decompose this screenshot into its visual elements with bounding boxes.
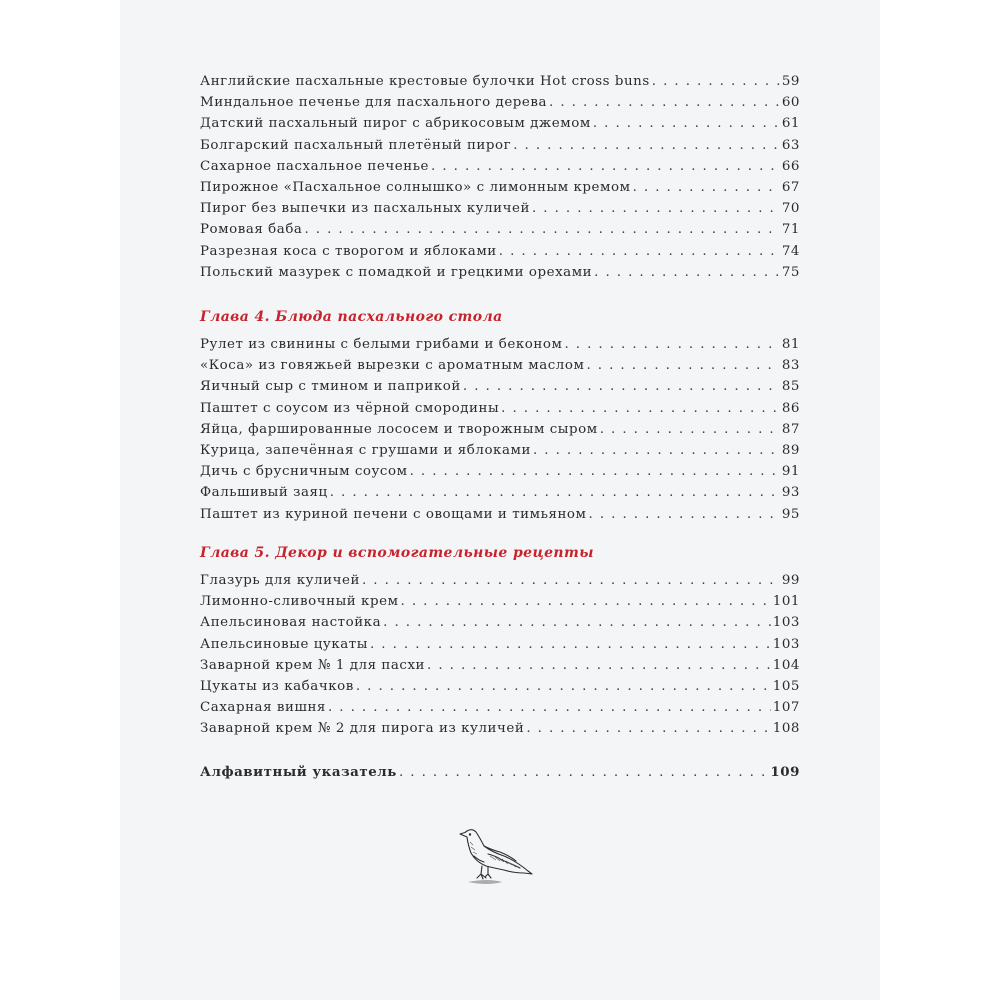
dot-leader <box>328 700 771 715</box>
entry-title: Сахарная вишня <box>200 700 326 716</box>
toc-entry[interactable] <box>200 507 800 528</box>
dot-leader <box>633 180 780 195</box>
toc-entry[interactable] <box>200 401 800 422</box>
entry-page: 108 <box>772 721 800 737</box>
entry-title: Польский мазурек с помадкой и грецкими орехами <box>200 264 593 280</box>
dot-leader <box>526 721 770 736</box>
dot-leader <box>330 485 780 500</box>
toc-entry[interactable] <box>200 138 800 159</box>
toc-entry[interactable] <box>200 700 800 721</box>
entry-title: Апельсиновые цукаты <box>200 636 368 652</box>
entry-title: Пирог без выпечки из пасхальных куличей <box>200 201 530 217</box>
entry-title: Болгарский пасхальный плетёный пирог <box>200 137 512 153</box>
dot-leader <box>501 401 780 416</box>
toc-entry[interactable] <box>200 116 800 137</box>
toc-entry[interactable] <box>200 379 800 400</box>
dot-leader <box>362 573 780 588</box>
toc-entry[interactable] <box>200 358 800 379</box>
entry-title: Заварной крем № 2 для пирога из куличей <box>200 721 525 737</box>
toc-chapter-4 <box>200 309 800 528</box>
entry-title: Разрезная коса с творогом и яблоками <box>200 243 497 259</box>
entry-title: Апельсиновая настойка <box>200 615 382 631</box>
entry-title: Паштет из куриной печени с овощами и тимьяном <box>200 506 587 522</box>
entry-title: «Коса» из говяжьей вырезки с ароматным маслом <box>200 358 585 374</box>
entry-title: Дичь с брусничным соусом <box>200 464 408 480</box>
dot-leader <box>594 265 780 280</box>
toc-entry[interactable] <box>200 443 800 464</box>
entry-page: 67 <box>781 179 800 195</box>
entry-page: 105 <box>772 678 800 694</box>
dot-leader <box>589 507 780 522</box>
toc-entry[interactable] <box>200 337 800 358</box>
entry-title: Яичный сыр с тмином и паприкой <box>200 379 461 395</box>
toc-entry[interactable] <box>200 658 800 679</box>
dot-leader <box>427 658 771 673</box>
chapter-heading[interactable]: Глава 4. Блюда пасхального стола <box>200 309 503 325</box>
toc-entry[interactable] <box>200 721 800 742</box>
entry-page: 104 <box>772 657 800 673</box>
entry-page: 75 <box>781 264 800 280</box>
toc-index <box>200 764 800 785</box>
dot-leader <box>600 422 780 437</box>
toc-entry[interactable] <box>200 95 800 116</box>
entry-page: 74 <box>781 243 800 259</box>
entry-page: 89 <box>781 442 800 458</box>
entry-page: 61 <box>781 116 800 132</box>
dot-leader <box>532 201 780 216</box>
toc-entry[interactable] <box>200 244 800 265</box>
dot-leader <box>410 464 780 479</box>
entry-title: Фальшивый заяц <box>200 485 328 501</box>
dot-leader <box>383 615 771 630</box>
toc-entry-index[interactable] <box>200 764 800 785</box>
toc-entry[interactable] <box>200 679 800 700</box>
toc-entry[interactable] <box>200 265 800 286</box>
toc-entry[interactable] <box>200 201 800 222</box>
entry-title: Курица, запечённая с грушами и яблоками <box>200 442 531 458</box>
toc-chapter-5 <box>200 545 800 743</box>
entry-page: 66 <box>781 158 800 174</box>
dot-leader <box>533 443 780 458</box>
entry-title: Заварной крем № 1 для пасхи <box>200 657 426 673</box>
entry-page: 91 <box>781 464 800 480</box>
toc-entry[interactable] <box>200 180 800 201</box>
toc-entry[interactable] <box>200 637 800 658</box>
dot-leader <box>652 74 780 89</box>
entry-title: Миндальное печенье для пасхального дерева <box>200 95 548 111</box>
toc-entry[interactable] <box>200 615 800 636</box>
entry-title: Английские пасхальные крестовые булочки Hot cross buns <box>200 74 650 89</box>
toc-entry[interactable] <box>200 74 800 95</box>
dot-leader <box>549 95 780 110</box>
entry-title: Ромовая баба <box>200 222 303 238</box>
entry-page: 70 <box>781 201 800 217</box>
entry-page: 109 <box>770 764 800 780</box>
entry-page: 60 <box>781 95 800 111</box>
dot-leader <box>513 138 780 153</box>
dot-leader <box>399 765 768 780</box>
entry-page: 99 <box>781 573 800 588</box>
dot-leader <box>431 159 780 174</box>
entry-page: 86 <box>781 400 800 416</box>
dot-leader <box>356 679 771 694</box>
toc-section-top <box>200 74 800 286</box>
entry-page: 93 <box>781 485 800 501</box>
entry-title: Алфавитный указатель <box>200 764 397 780</box>
dot-leader <box>304 222 779 237</box>
toc-entry[interactable] <box>200 485 800 506</box>
bird-illustration-icon <box>458 826 538 894</box>
entry-page: 83 <box>781 358 800 374</box>
dot-leader <box>586 358 779 373</box>
entry-page: 107 <box>772 700 800 716</box>
entry-title: Сахарное пасхальное печенье <box>200 158 430 174</box>
entry-title: Лимонно-сливочный крем <box>200 594 399 610</box>
toc-entry[interactable] <box>200 159 800 180</box>
toc-entry[interactable] <box>200 222 800 243</box>
entry-title: Цукаты из кабачков <box>200 678 354 694</box>
dot-leader <box>564 337 779 352</box>
entry-page: 63 <box>781 137 800 153</box>
entry-page: 81 <box>781 337 800 352</box>
entry-title: Паштет с соусом из чёрной смородины <box>200 400 500 416</box>
toc-entry[interactable] <box>200 422 800 443</box>
chapter-heading[interactable]: Глава 5. Декор и вспомогательные рецепты <box>200 545 594 561</box>
entry-page: 87 <box>781 421 800 437</box>
book-page <box>120 0 880 1000</box>
entry-page: 59 <box>781 74 800 89</box>
entry-page: 103 <box>772 636 800 652</box>
toc-entry[interactable] <box>200 594 800 615</box>
dot-leader <box>463 379 780 394</box>
entry-page: 71 <box>781 222 800 238</box>
entry-title: Яйца, фаршированные лососем и творожным сыром <box>200 421 598 437</box>
dot-leader <box>593 116 780 131</box>
dot-leader <box>401 594 771 609</box>
entry-page: 85 <box>781 379 800 395</box>
dot-leader <box>499 244 780 259</box>
entry-page: 95 <box>781 506 800 522</box>
entry-page: 103 <box>772 615 800 631</box>
entry-title: Пирожное «Пасхальное солнышко» с лимонным кремом <box>200 179 631 195</box>
dot-leader <box>370 637 771 652</box>
entry-page: 101 <box>772 594 800 610</box>
entry-title: Датский пасхальный пирог с абрикосовым джемом <box>200 116 591 132</box>
entry-title: Глазурь для куличей <box>200 573 360 588</box>
toc-entry[interactable] <box>200 573 800 594</box>
toc-entry[interactable] <box>200 464 800 485</box>
entry-title: Рулет из свинины с белыми грибами и беконом <box>200 337 563 352</box>
